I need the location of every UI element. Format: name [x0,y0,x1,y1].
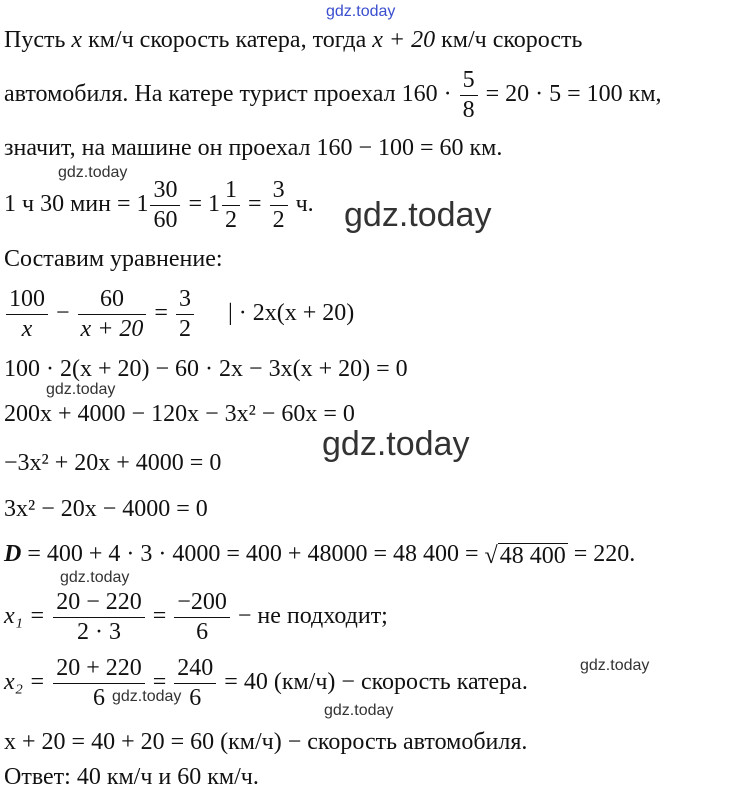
text-line-1: Пусть x км/ч скорость катера, тогда x + 20 км/ч скорость [4,27,583,53]
text-line-12: x₁ = $\frac{20 - 220}{2 \cdot 3}$ = $\frac{-200}{6}$ − не подходит; [4,589,388,646]
answer-line: Ответ: 40 км/ч и 60 км/ч. [4,764,259,790]
watermark: gdz.today [60,569,130,586]
sqrt: √48 400 [484,542,566,569]
fraction: $\frac{-200}{6}$ [174,590,230,645]
fraction: $\frac{3}{2}$ [176,287,194,342]
text-line-4: 1 ч 30 мин = 1 $\frac{30}{60}$ = 1 $\frac{1}{2}$ = $\frac{3}{2}$ ч. [4,177,314,234]
text-line-2: автомобиля. На катере турист проехал 160 · $\frac{5}{8}$ = 20 · 5 = 100 км, [4,67,662,124]
watermark-large: gdz.today [344,196,492,234]
text-line-3: значит, на машине он проехал 160 − 100 = 60 км. [4,135,503,161]
fraction: $\frac{5}{8}$ [460,68,478,123]
text-line-11: D = 400 + 4 · 3 · 4000 = 400 + 48000 = 48 400 = √48 400 = 220. [4,541,636,569]
watermark: gdz.today [580,657,650,674]
text-line-13: x₂ = $\frac{20 + 220}{6}$ = $\frac{240}{6}$ = 40 (км/ч) − скорость катера. [4,655,528,712]
fraction: $\frac{60}{x + 20}$ [78,287,147,342]
text-line-8: 200x + 4000 − 120x − 3x² − 60x = 0 [4,401,355,427]
text-line-14: x + 20 = 40 + 20 = 60 (км/ч) − скорость автомобиля. [4,729,528,755]
fraction: $\frac{20 - 220}{2 \cdot 3}$ [53,590,145,645]
fraction: $\frac{100}{x}$ [6,287,48,342]
fraction: $\frac{20 + 220}{6}$ [53,656,145,711]
watermark: gdz.today [112,688,182,705]
text-line-9: −3x² + 20x + 4000 = 0 [4,450,222,476]
text-line-5: Составим уравнение: [4,246,223,272]
watermark: gdz.today [58,164,128,181]
watermark-top: gdz.today [326,3,396,20]
fraction: $\frac{3}{2}$ [270,178,288,233]
text-line-10: 3x² − 20x − 4000 = 0 [4,496,208,522]
watermark: gdz.today [46,381,116,398]
watermark-large: gdz.today [322,425,470,463]
text-line-7: 100 · 2(x + 20) − 60 · 2x − 3x(x + 20) = 0 [4,356,408,382]
fraction: $\frac{240}{6}$ [174,656,216,711]
watermark: gdz.today [324,702,394,719]
fraction: $\frac{30}{60}$ [150,178,180,233]
fraction: $\frac{1}{2}$ [222,178,240,233]
text-line-6: $\frac{100}{x}$ − $\frac{60}{x + 20}$ = $\frac{3}{2}$ | · 2x(x + 20) [4,287,354,342]
